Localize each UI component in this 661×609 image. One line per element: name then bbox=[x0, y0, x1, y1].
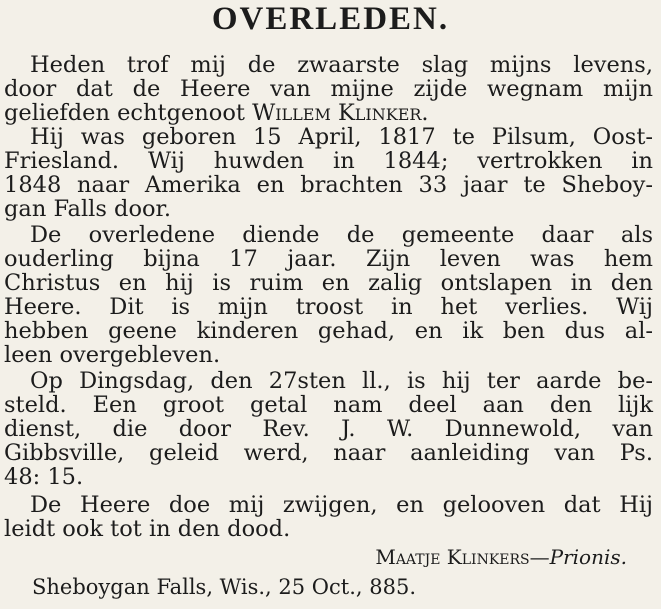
text-line: hebben geene kinderen gehad, en ik ben dus al- bbox=[4, 318, 653, 344]
signatory-maiden-name: Prionis. bbox=[549, 545, 627, 569]
text-line: steld. Een groot getal nam deel aan den lijk bbox=[4, 392, 653, 418]
text-line: ouderling bijna 17 jaar. Zijn leven was hem bbox=[4, 246, 653, 272]
text-line: Heden trof mij de zwaarste slag mijns levens, bbox=[30, 52, 653, 78]
text-line: Hij was geboren 15 April, 1817 te Pilsum, Oost- bbox=[30, 124, 653, 150]
signature bbox=[4, 544, 627, 570]
text-line bbox=[4, 100, 653, 126]
text-line: De overledene diende de gemeente daar als bbox=[30, 222, 653, 248]
text-line: 1848 naar Amerika en brachten 33 jaar te Sheboy- bbox=[4, 172, 653, 198]
dateline: Sheboygan Falls, Wis., 25 Oct., 885. bbox=[32, 575, 417, 599]
text-line: 48: 15. bbox=[4, 464, 84, 490]
text-line: door dat de Heere van mijne zijde wegnam mijn bbox=[4, 76, 653, 102]
text-line: Gibbsville, geleid werd, naar aanleiding van Ps. bbox=[4, 440, 653, 466]
text-fragment: geliefden echtgenoot bbox=[4, 100, 245, 126]
headline: OVERLEDEN. bbox=[211, 1, 450, 37]
signatory-name: Maatje Klinkers— bbox=[375, 545, 550, 569]
text-line: gan Falls door. bbox=[4, 196, 171, 222]
deceased-name: Willem Klinker. bbox=[252, 100, 429, 126]
text-line: De Heere doe mij zwijgen, en gelooven dat Hij bbox=[30, 492, 653, 518]
text-line: leen overgebleven. bbox=[4, 342, 221, 368]
text-line: leidt ook tot in den dood. bbox=[4, 516, 291, 542]
text-line: Op Dingsdag, den 27sten ll., is hij ter aarde be- bbox=[30, 368, 653, 394]
text-line: Christus en hij is ruim en zalig ontslapen in den bbox=[4, 270, 653, 296]
text-line: Friesland. Wij huwden in 1844; vertrokken in bbox=[4, 148, 653, 174]
text-line: dienst, die door Rev. J. W. Dunnewold, van bbox=[4, 416, 653, 442]
text-line: Heere. Dit is mijn troost in het verlies. Wij bbox=[4, 294, 653, 320]
